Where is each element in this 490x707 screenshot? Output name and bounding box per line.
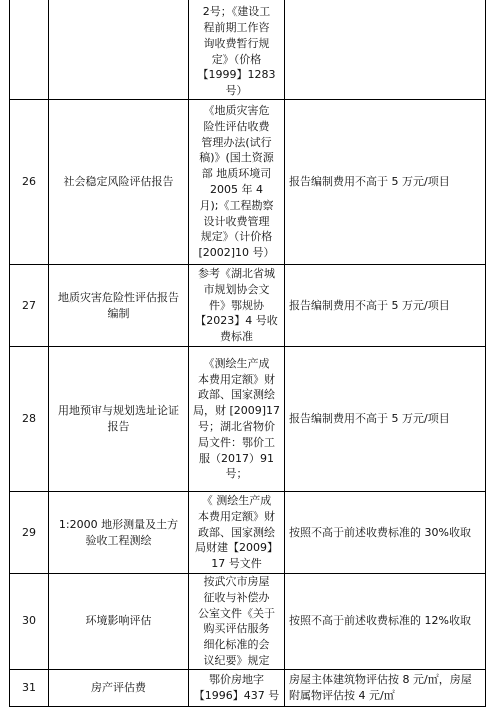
fee-basis-line: 按武穴市房屋 bbox=[203, 575, 270, 588]
fee-basis-line: 号；湖北省物价 bbox=[198, 420, 275, 433]
fee-basis-line: 议纪要》规定 bbox=[203, 653, 270, 667]
row-number: 31 bbox=[10, 669, 49, 706]
fee-basis-line: 稿)》(国土资源 bbox=[199, 151, 274, 165]
fee-basis-line: 局财建【2009】 bbox=[195, 541, 278, 555]
fee-basis-line: 参考《湖北省城 bbox=[198, 267, 275, 280]
fee-basis-line: 件》鄂规协 bbox=[209, 298, 264, 312]
item-name: 环境影响评估 bbox=[49, 574, 189, 670]
row-number: 30 bbox=[10, 574, 49, 670]
item-name: 1:2000 地形测量及土方验收工程测绘 bbox=[49, 492, 189, 574]
fee-basis bbox=[189, 0, 285, 100]
table-body bbox=[10, 0, 486, 706]
row-number: 28 bbox=[10, 347, 49, 492]
fee-basis-line: 号） bbox=[225, 84, 248, 98]
fee-basis-line: 《测绘生产成 bbox=[203, 356, 270, 370]
fee-basis-line: 管理办法(试行 bbox=[201, 135, 272, 149]
fee-basis-line: 政部、国家测绘 bbox=[198, 525, 275, 539]
fee-standard: 报告编制费用不高于 5 万元/项目 bbox=[285, 347, 486, 492]
row-number bbox=[10, 0, 49, 100]
fee-basis bbox=[189, 100, 285, 265]
fee-standard: 房屋主体建筑物评估按 8 元/㎡，房屋附属物评估按 4 元/㎡ bbox=[285, 669, 486, 706]
item-name: 社会稳定风险评估报告 bbox=[49, 100, 189, 265]
fee-basis-line: 费标准 bbox=[220, 330, 253, 344]
fee-basis-line: 本费用定额》财 bbox=[198, 509, 275, 523]
fee-basis-line: 购买评估服务 bbox=[203, 622, 270, 636]
table-row bbox=[10, 100, 486, 265]
item-name: 用地预审与规划选址论证报告 bbox=[49, 347, 189, 492]
fee-basis-line: 号； bbox=[225, 467, 248, 481]
fee-basis bbox=[189, 574, 285, 670]
fee-basis-line: 【1996】437 号 bbox=[193, 688, 280, 702]
fee-basis-line: 鄂价房地字 bbox=[209, 672, 264, 686]
fee-basis-line: 险性评估收费 bbox=[203, 119, 270, 133]
fee-standard: 按照不高于前述收费标准的 12%收取 bbox=[285, 574, 486, 670]
fee-basis-line: 征收与补偿办 bbox=[203, 590, 270, 604]
fee-basis-line: 询收费暂行规 bbox=[203, 36, 270, 50]
fee-basis-line: 部 地质环境司 bbox=[201, 167, 272, 181]
fee-basis-line: 【2023】4 号收 bbox=[195, 314, 278, 328]
fee-basis-line: 《地质灾害危 bbox=[203, 104, 270, 118]
table-row bbox=[10, 347, 486, 492]
fee-basis-line: 局，财 [2009]17 bbox=[192, 404, 281, 418]
fee-basis-line: 本费用定额》财 bbox=[198, 372, 275, 386]
fee-basis-line: 局文件：鄂价工 bbox=[198, 435, 275, 449]
fee-basis-line: 17 号文件 bbox=[211, 557, 262, 571]
fee-standard: 报告编制费用不高于 5 万元/项目 bbox=[285, 265, 486, 347]
fee-basis-line: 【1999】1283 bbox=[197, 68, 276, 82]
fee-basis bbox=[189, 265, 285, 347]
fee-basis bbox=[189, 347, 285, 492]
fee-basis-line: 政部、国家测绘 bbox=[198, 388, 275, 402]
fee-basis-line: [2002]10 号） bbox=[198, 246, 275, 260]
fee-standard: 报告编制费用不高于 5 万元/项目 bbox=[285, 100, 486, 265]
fee-basis-line: 规定》（计价格 bbox=[200, 230, 273, 244]
fee-basis bbox=[189, 669, 285, 706]
fee-basis-line: 2号；《建设工 bbox=[202, 5, 271, 19]
row-number: 26 bbox=[10, 100, 49, 265]
fee-basis-line: 《 测绘生产成 bbox=[201, 494, 272, 507]
fee-standard: 按照不高于前述收费标准的 30%收取 bbox=[285, 492, 486, 574]
item-name: 地质灾害危险性评估报告编制 bbox=[49, 265, 189, 347]
table-row bbox=[10, 492, 486, 574]
fee-basis-line: 服（2017）91 bbox=[199, 451, 274, 465]
item-name bbox=[49, 0, 189, 100]
fee-basis-line: 市规划协会文 bbox=[203, 282, 270, 296]
fee-basis-line: 月);《工程勘察 bbox=[199, 198, 274, 212]
fee-basis-line: 公室文件《关于 bbox=[198, 606, 275, 620]
fee-basis-line: 定》（价格 bbox=[211, 52, 262, 66]
table-row bbox=[10, 669, 486, 706]
row-number: 27 bbox=[10, 265, 49, 347]
table-row bbox=[10, 0, 486, 100]
table-row bbox=[10, 574, 486, 670]
row-number: 29 bbox=[10, 492, 49, 574]
table-row bbox=[10, 265, 486, 347]
fee-basis-line: 2005 年 4 bbox=[210, 183, 263, 196]
fee-standard bbox=[285, 0, 486, 100]
fee-basis-line: 细化标准的会 bbox=[203, 638, 270, 652]
fee-basis-line: 设计收费管理 bbox=[203, 214, 270, 228]
fee-basis-line: 程前期工作咨 bbox=[203, 21, 270, 35]
fee-standard-table bbox=[9, 0, 486, 707]
item-name: 房产评估费 bbox=[49, 669, 189, 706]
fee-basis bbox=[189, 492, 285, 574]
